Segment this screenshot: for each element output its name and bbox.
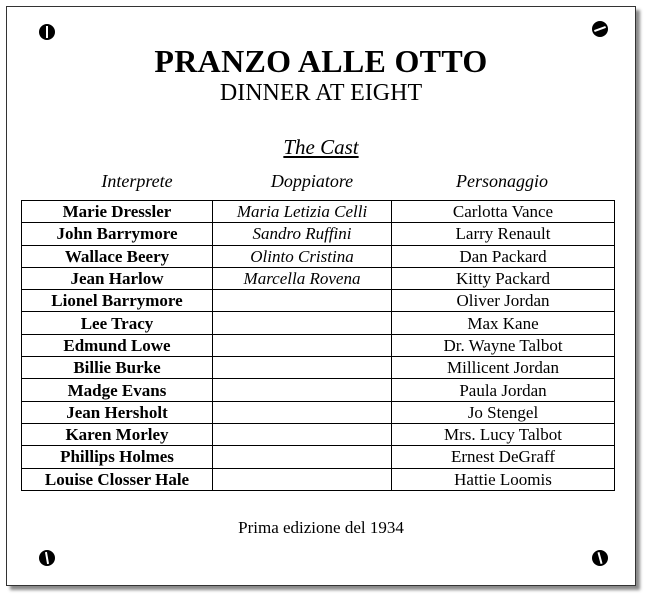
table-row [22,245,615,267]
dub-cell [213,379,392,401]
actor-cell: Lionel Barrymore [22,290,213,312]
actor-cell: Marie Dressler [22,201,213,223]
dub-cell: Olinto Cristina [213,245,392,267]
dub-cell [213,290,392,312]
edition-note: Prima edizione del 1934 [238,518,404,537]
dub-cell [213,423,392,445]
column-header-dubber: Doppiatore [270,171,354,191]
table-row [22,446,615,468]
role-cell: Max Kane [392,312,615,334]
dub-cell [213,446,392,468]
actor-cell: Phillips Holmes [22,446,213,468]
role-cell: Kitty Packard [392,267,615,289]
role-cell: Dan Packard [392,245,615,267]
dub-cell: Maria Letizia Celli [213,201,392,223]
column-header-role: Personaggio [456,171,548,191]
actor-cell: Louise Closser Hale [22,468,213,490]
table-row [22,334,615,356]
actor-cell: Jean Hersholt [22,401,213,423]
role-cell: Dr. Wayne Talbot [392,334,615,356]
section-title-text: The Cast [283,135,359,159]
actor-cell: Karen Morley [22,423,213,445]
actor-cell: Lee Tracy [22,312,213,334]
table-row [22,357,615,379]
actor-cell: Edmund Lowe [22,334,213,356]
actor-cell: Billie Burke [22,357,213,379]
table-row [22,223,615,245]
column-header-actor: Interprete [101,171,173,191]
table-row [22,423,615,445]
role-cell: Hattie Loomis [392,468,615,490]
plaque [6,6,636,586]
screw-icon [39,550,55,566]
dub-cell [213,401,392,423]
role-cell: Jo Stengel [392,401,615,423]
page-title: PRANZO ALLE OTTO [154,43,488,79]
screw-icon [39,24,55,40]
dub-cell: Marcella Rovena [213,267,392,289]
screw-icon [592,550,608,566]
page-subtitle: DINNER AT EIGHT [219,80,423,106]
dub-cell [213,357,392,379]
role-cell: Millicent Jordan [392,357,615,379]
actor-cell: Madge Evans [22,379,213,401]
table-row [22,379,615,401]
role-cell: Mrs. Lucy Talbot [392,423,615,445]
table-row [22,267,615,289]
dub-cell [213,468,392,490]
actor-cell: Wallace Beery [22,245,213,267]
table-row [22,290,615,312]
screw-icon [592,21,608,37]
table-row [22,401,615,423]
section-title [7,135,635,160]
dub-cell: Sandro Ruffini [213,223,392,245]
table-row [22,468,615,490]
role-cell: Larry Renault [392,223,615,245]
table-row [22,201,615,223]
role-cell: Paula Jordan [392,379,615,401]
cast-table [21,200,615,491]
actor-cell: John Barrymore [22,223,213,245]
actor-cell: Jean Harlow [22,267,213,289]
role-cell: Carlotta Vance [392,201,615,223]
table-row [22,312,615,334]
dub-cell [213,334,392,356]
role-cell: Ernest DeGraff [392,446,615,468]
dub-cell [213,312,392,334]
role-cell: Oliver Jordan [392,290,615,312]
